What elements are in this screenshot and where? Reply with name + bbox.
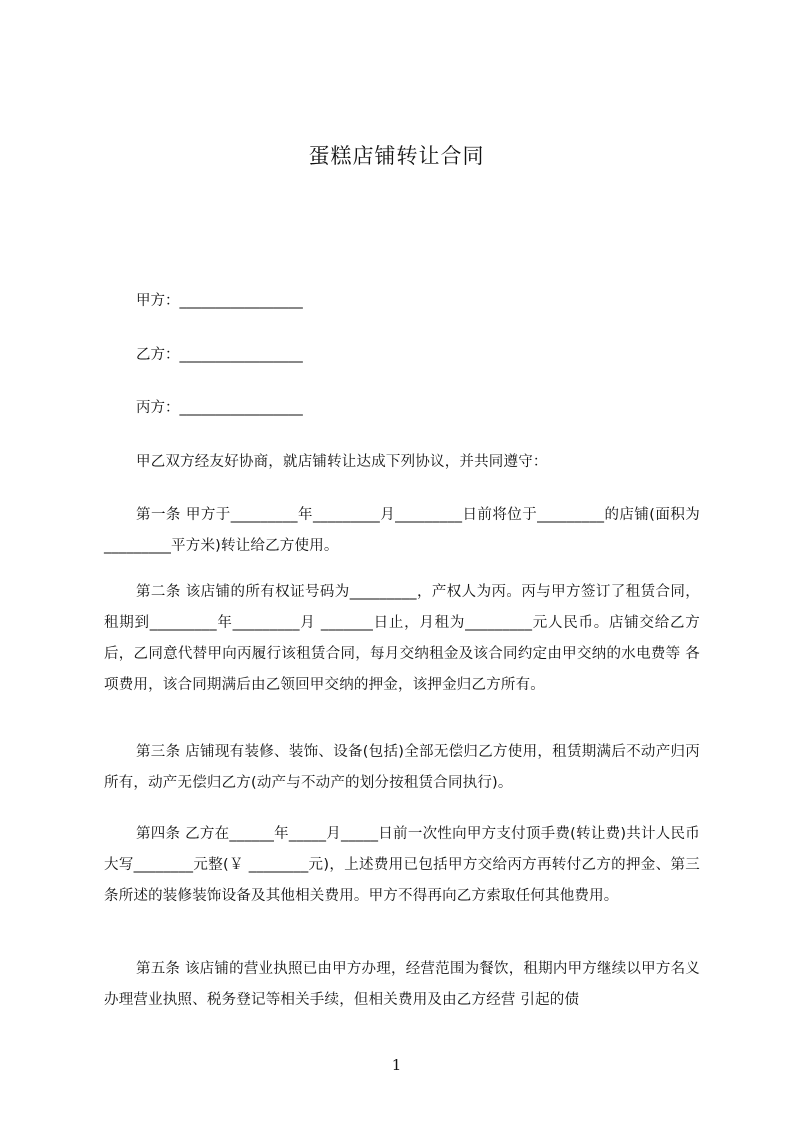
page-number: 1 [391, 1056, 402, 1074]
intro-paragraph: 甲乙双方经友好协商，就店铺转让达成下列协议，并共同遵守： [136, 454, 548, 470]
article-2: 第二条 该店铺的所有权证号码为_________，产权人为丙。丙与甲方签订了租赁合同，租期到_________年_________月 _______日止，月租为_________元人民币。店铺交给乙方后，乙同意代替甲向丙履行该租赁合同，每月交纳租金及该合同约定由甲交纳的水电费等 各项费用，该合同期满后由乙领回甲交纳的押金，该押金归乙方所有。 [104, 584, 700, 693]
article-5: 第五条 该店铺的营业执照已由甲方办理，经营范围为餐饮，租期内甲方继续以甲方名义办理营业执照、税务登记等相关手续，但相关费用及由乙方经营 引起的债 [104, 961, 700, 1008]
party-c-line: 丙方：_________________ [136, 400, 303, 416]
document-title: 蛋糕店铺转让合同 [308, 144, 485, 168]
party-a-line: 甲方：_________________ [136, 293, 303, 309]
article-1: 第一条 甲方于_________年_________月_________日前将位于_________的店铺(面积为_________平方米)转让给乙方使用。 [104, 507, 700, 554]
party-b-line: 乙方：_________________ [136, 347, 303, 363]
article-4: 第四条 乙方在______年_____月_____日前一次性向甲方支付顶手费(转让费)共计人民币大写________元整(￥ ________元)，上述费用已包括甲方交给丙方再转付乙方的押金、第三条所述的装修装饰设备及其他相关费用。甲方不得再向乙方索取任何其他费用。 [104, 826, 700, 904]
article-3: 第三条 店铺现有装修、装饰、设备(包括)全部无偿归乙方使用，租赁期满后不动产归丙所有，动产无偿归乙方(动产与不动产的划分按租赁合同执行)。 [104, 744, 700, 791]
